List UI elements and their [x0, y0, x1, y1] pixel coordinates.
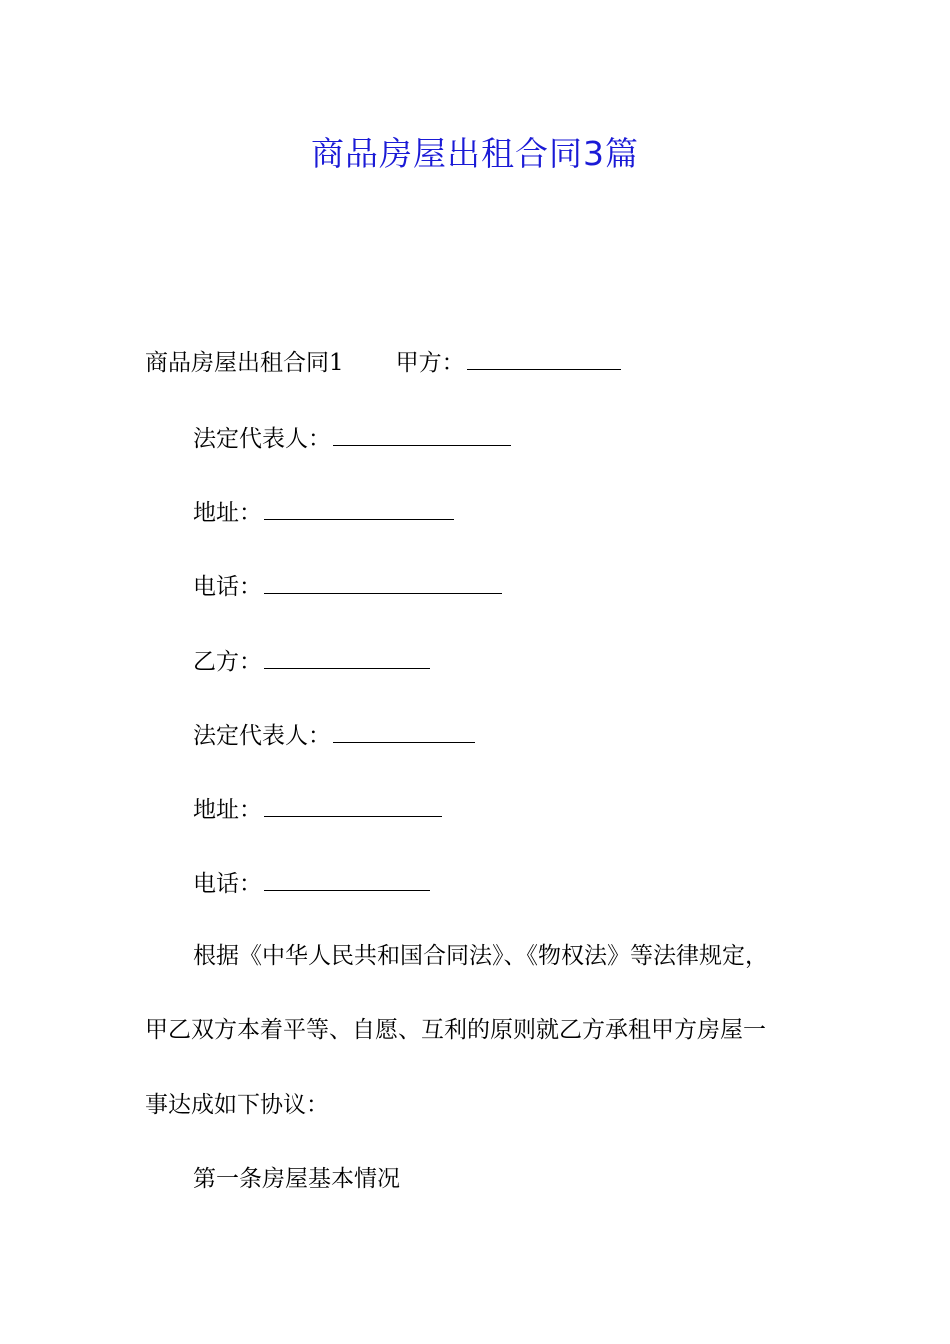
party-b-label: 乙方： [193, 649, 262, 675]
party-b-phone-label: 电话： [193, 871, 262, 897]
contract-heading: 商品房屋出租合同1 [145, 350, 344, 376]
party-a-address-label: 地址： [193, 500, 262, 526]
preamble-line-3: 事达成如下协议： [145, 1092, 329, 1118]
party-a-label: 甲方： [395, 350, 465, 376]
party-a-rep-blank[interactable] [333, 421, 511, 446]
party-b-phone-line [193, 866, 430, 899]
party-b-rep-blank[interactable] [333, 718, 475, 743]
party-a-address-line [193, 495, 454, 528]
document-title: 商品房屋出租合同3篇 [311, 134, 639, 173]
party-b-address-label: 地址： [193, 797, 262, 823]
party-b-address-line [193, 792, 442, 825]
article-1-heading: 第一条房屋基本情况 [193, 1166, 400, 1192]
party-b-rep-line [193, 718, 475, 751]
party-a-blank[interactable] [467, 345, 621, 370]
party-a-phone-label: 电话： [193, 574, 262, 600]
party-a-phone-line [193, 569, 502, 602]
preamble-line-2: 甲乙双方本着平等、自愿、互利的原则就乙方承租甲方房屋一 [145, 1017, 766, 1043]
party-a-address-blank[interactable] [264, 495, 454, 520]
party-b-rep-label: 法定代表人： [193, 723, 331, 749]
contract-heading-line [145, 345, 621, 378]
preamble-line-1: 根据《中华人民共和国合同法》、《物权法》等法律规定， [193, 943, 768, 969]
party-a-rep-line [193, 421, 511, 454]
party-b-line [193, 644, 430, 677]
party-b-phone-blank[interactable] [264, 866, 430, 891]
party-a-phone-blank[interactable] [264, 569, 502, 594]
party-b-address-blank[interactable] [264, 792, 442, 817]
party-b-blank[interactable] [264, 644, 430, 669]
party-a-rep-label: 法定代表人： [193, 426, 331, 452]
